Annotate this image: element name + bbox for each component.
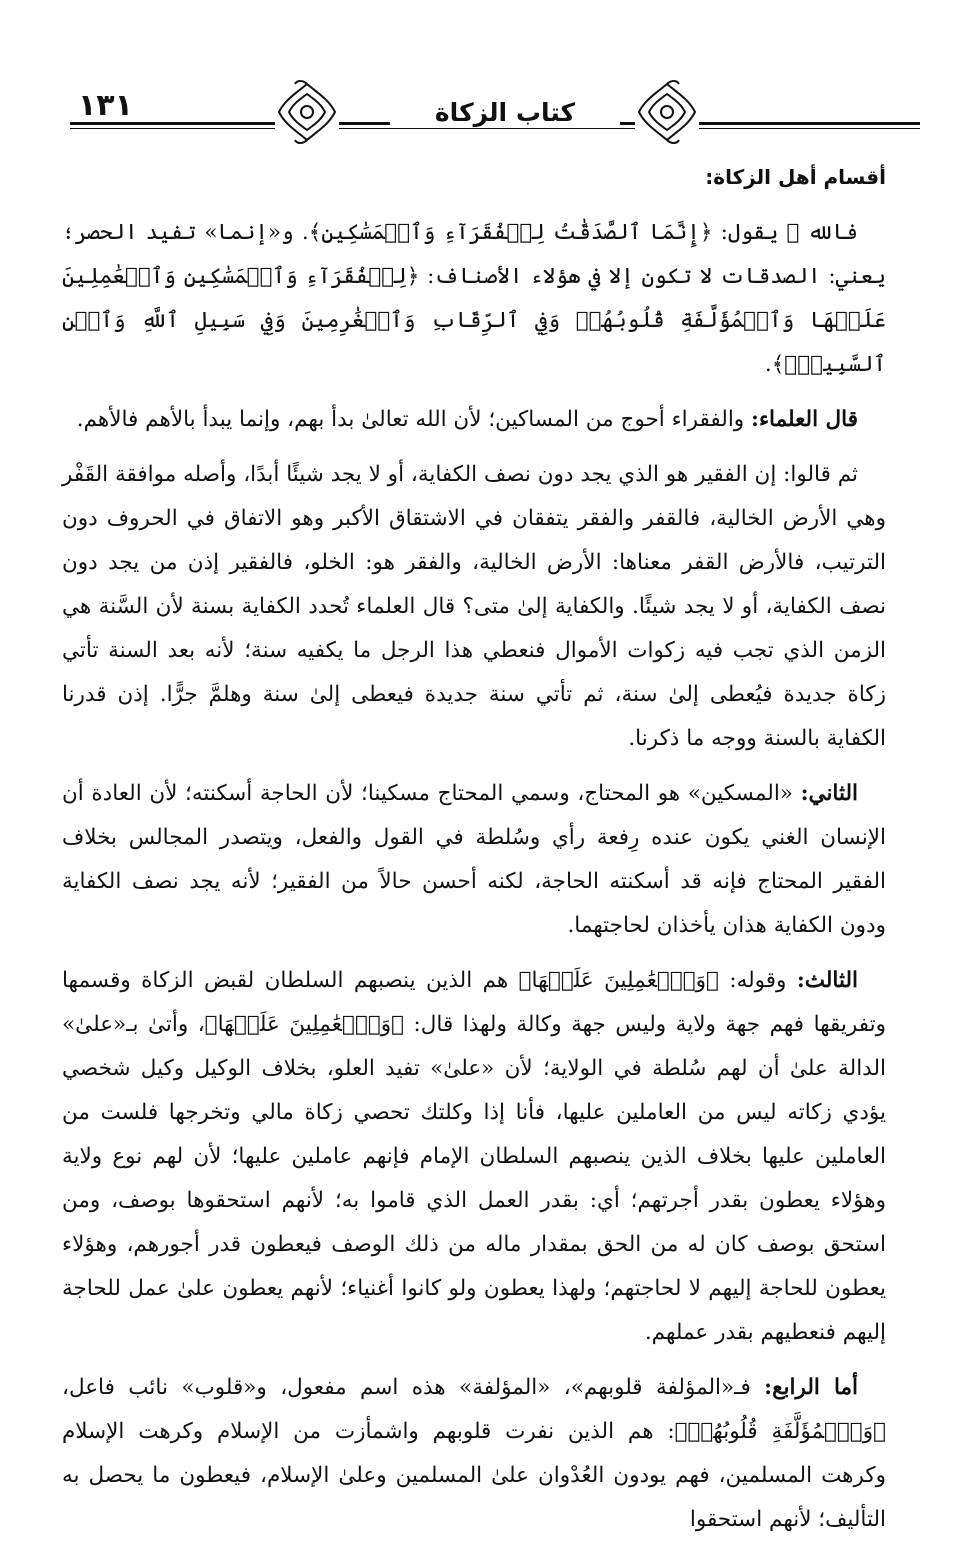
paragraph-text: ثم قالوا: إن الفقير هو الذي يجد دون نصف الكفاية، أو لا يجد شيئًا أبدًا، وأصله موافقة القَفْر وهي الأرض الخالية، فالقفر والفقر يتفقان في الاشتقاق الأكبر وهو الاتفاق في الحروف دون الترتيب، فالأرض القفر معناها: الأرض الخالية، والفقر هو: الخلو، فالفقير إذن من يجد دون نصف الكفاية، أو لا يجد شيئًا. والكفاية إلىٰ متى؟ قال العلماء تُحدد الكفاية بسنة لأن السَّنة هي الزمن الذي تجب فيه زكوات الأموال فنعطي هذا الرجل ما يكفيه سنة؛ لأنه بعد السنة تأتي زكاة جديدة فيُعطى إلىٰ سنة، ثم تأتي سنة جديدة فيعطى إلىٰ سنة وهلمَّ جرًّا. إذن قدرنا الكفاية بالسنة ووجه ما ذكرنا.	[62, 462, 886, 751]
paragraph-text: فـ«المؤلفة قلوبهم»، «المؤلفة» هذه اسم مفعول، و«قلوب» نائب فاعل، ﴿وَٱلۡمُؤَلَّفَةِ قُلُوبُهُمۡ﴾: هم الذين نفرت قلوبهم واشمأزت من الإسلام وكرهت الإسلام وكرهت المسلمين، فهم يودون العُدْوان علىٰ المسلمين وعلىٰ الإسلام، فيعطون ما يحصل به التأليف؛ لأنهم استحقوا	[62, 1375, 886, 1532]
paragraph	[62, 959, 886, 1355]
paragraph-text: «المسكين» هو المحتاج، وسمي المحتاج مسكينا؛ لأن الحاجة أسكنته؛ لأن العادة أن الإنسان الغني يكون عنده رِفعة رأي وسُلطة في القول والفعل، ويتصدر المجالس بخلاف الفقير المحتاج فإنه قد أسكنته الحاجة، لكنه أحسن حالاً من الفقير؛ لأنه يجد نصف الكفاية ودون الكفاية هذان يأخذان لحاجتهما.	[62, 781, 886, 938]
ornament-icon	[275, 80, 339, 144]
header-rule-thin	[70, 128, 920, 129]
paragraph	[62, 453, 886, 761]
section-heading-text: أقسام أهل الزكاة:	[705, 165, 886, 189]
section-heading	[62, 155, 886, 200]
paragraph-lead: الثاني:	[800, 781, 858, 806]
paragraph	[62, 398, 886, 442]
ornament-icon	[635, 80, 699, 144]
page-body	[62, 155, 886, 1553]
paragraph-text: والفقراء أحوج من المساكين؛ لأن الله تعالىٰ بدأ بهم، وإنما يبدأ بالأهم فالأهم.	[76, 407, 752, 432]
page-number: ١٣١	[78, 88, 133, 123]
paragraph-lead: الثالث:	[796, 968, 858, 993]
paragraph-lead: قال العلماء:	[751, 407, 858, 432]
page-header	[70, 88, 920, 150]
paragraph	[62, 772, 886, 948]
paragraph-text: فالله ﷻ يقول: ﴿إِنَّمَا ٱلصَّدَقَٰتُ لِلۡفُقَرَآءِ وَٱلۡمَسَٰكِينِ﴾. و«إنما» تفيد الحصر؛ يعني: الصدقات لا تكون إلا في هؤلاء الأصناف: ﴿لِلۡفُقَرَآءِ وَٱلۡمَسَٰكِينِ وَٱلۡعَٰمِلِينَ عَلَيۡهَا وَٱلۡمُؤَلَّفَةِ قُلُوبُهُمۡ وَفِي ٱلرِّقَابِ وَٱلۡغَٰرِمِينَ وَفِي سَبِيلِ ٱللَّهِ وَٱبۡنِ ٱلسَّبِيلِۖ﴾.	[62, 220, 886, 377]
paragraph-lead: أما الرابع:	[764, 1375, 859, 1400]
running-title: كتاب الزكاة	[390, 98, 620, 127]
paragraph-text: وقوله: ﴿وَٱلۡعَٰمِلِينَ عَلَيۡهَا﴾ هم الذين ينصبهم السلطان لقبض الزكاة وقسمها وتفريقها فهم جهة ولاية وليس جهة وكالة ولهذا قال: ﴿وَٱلۡعَٰمِلِينَ عَلَيۡهَا﴾، وأتىٰ بـ«علىٰ» الدالة علىٰ أن لهم سُلطة في الولاية؛ لأن «علىٰ» تفيد العلو، بخلاف الوكيل وكيل شخصي يؤدي زكاته ليس من العاملين عليها، فأنا إذا وكلتك تحصي زكاة مالي وتخرجها فلست من العاملين عليها بخلاف الذين ينصبهم السلطان الإمام فإنهم عاملين عليها؛ لأن لهم نوع ولاية وهؤلاء يعطون بقدر أجرتهم؛ أي: بقدر العمل الذي قاموا به؛ لأنهم استحقوها بوصف، ومن استحق بوصف كان له من الحق بمقدار ماله من ذلك الوصف فيعطون قدر أجورهم، وهؤلاء يعطون للحاجة إليهم لا لحاجتهم؛ ولهذا يعطون ولو كانوا أغنياء؛ لأنهم يعطون علىٰ عمل للحاجة إليهم فنعطيهم بقدر عملهم.	[62, 968, 886, 1345]
paragraph	[62, 211, 886, 387]
paragraph	[62, 1366, 886, 1542]
